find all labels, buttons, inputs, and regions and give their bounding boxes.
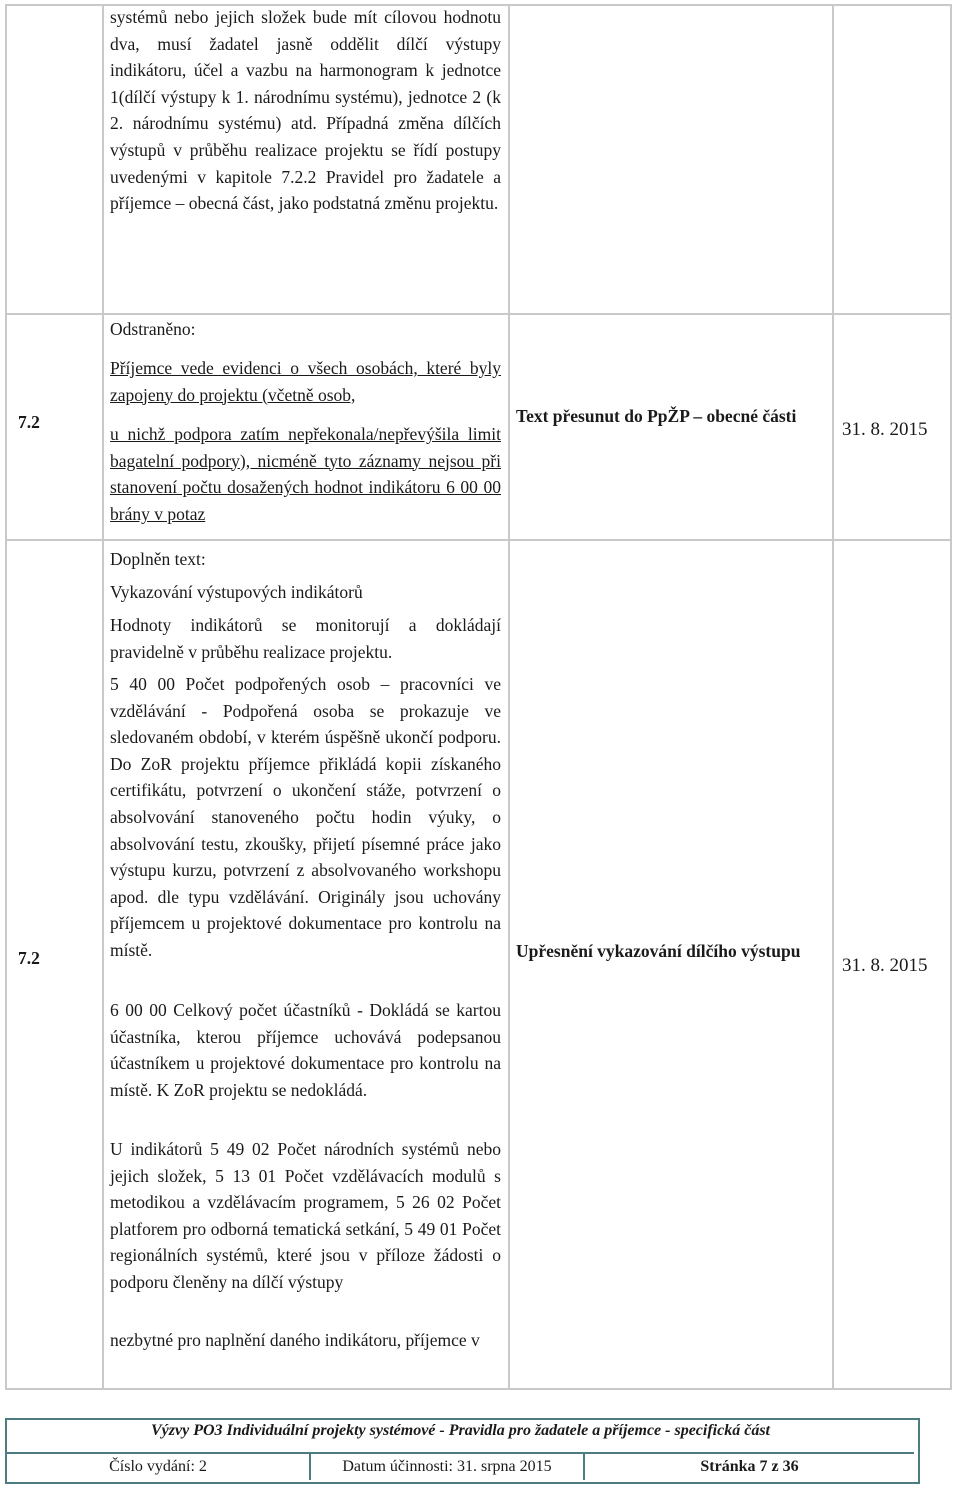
row3-heading: Vykazování výstupových indikátorů (110, 582, 363, 602)
row1-text: systémů nebo jejich složek bude mít cílovou hodnotu dva, musí žadatel jasně oddělit dílčí výstupy indikátoru, účel a vazbu na harmonogram k jednotce 1(dílčí výstupy k 1. národnímu systému), jednotce 2 (k 2. národnímu systému) atd. Případná změna dílčích výstupů v průběhu realizace projektu se řídí postupy uvedenými v kapitole 7.2.2 Pravidel pro žadatele a příjemce – obecná část, jako podstatná změnu projektu. (110, 7, 501, 214)
row3-note: Upřesnění vykazování dílčího výstupu (516, 941, 801, 961)
row3-label: Doplněn text: (110, 549, 206, 569)
row-divider (5, 313, 952, 315)
page-number: Stránka 7 z 36 (700, 1458, 799, 1475)
column-divider (102, 4, 104, 1390)
row2-paragraph-1: Příjemce vede evidenci o všech osobách, které byly zapojeny do projektu (včetně osob, (110, 358, 501, 405)
row3-date: 31. 8. 2015 (842, 955, 928, 976)
row3-paragraph-3: 6 00 00 Celkový počet účastníků - Dokládá se kartou účastníka, kterou příjemce uchovává podepsanou účastníkem u projektové dokumentace pro kontrolu na místě. K ZoR projektu se nedokládá. (110, 1000, 501, 1100)
row2-date: 31. 8. 2015 (842, 419, 928, 440)
effective-date: Datum účinnosti: 31. srpna 2015 (342, 1458, 552, 1475)
row3-paragraph-2: 5 40 00 Počet podpořených osob – pracovníci ve vzdělávání - Podpořená osoba se prokazuje ve sledovaném období, v kterém úspěšně ukončí podporu. Do ZoR projektu příjemce přikládá kopii získaného certifikátu, potvrzení o ukončení stáže, potvrzení o absolvování stanoveného počtu hodin výuky, o absolvování testu, zkoušky, přijetí písemné práce jako výstupu kurzu, potvrzení z absolvovaného workshopu apod. dle typu vzdělávání. Originály jsou uchovány příjemcem u projektové dokumentace pro kontrolu na místě. (110, 674, 501, 960)
row3-paragraph-4: U indikátorů 5 49 02 Počet národních systémů nebo jejich složek, 5 13 01 Počet vzdělávacích modulů s metodikou a vzdělávacím programem, 5 26 02 Počet platforem pro odborná tematická setkání, 5 49 01 Počet regionálních systémů, které jsou v příloze žádosti o podporu členěny na dílčí výstupy (110, 1139, 501, 1292)
row2-note: Text přesunut do PpŽP – obecné části (516, 406, 797, 426)
footer-info-row (7, 1452, 914, 1480)
page-footer (5, 1418, 918, 1482)
row2-label: Odstraněno: (110, 319, 196, 339)
row2-section: 7.2 (18, 412, 40, 432)
row3-paragraph-1: Hodnoty indikátorů se monitorují a dokládají pravidelně v průběhu realizace projektu. (110, 615, 501, 662)
changes-table (5, 4, 952, 1390)
row3-paragraph-5: nezbytné pro naplnění daného indikátoru, příjemce v (110, 1330, 480, 1350)
footer-title: Výzvy PO3 Individuální projekty systémové - Pravidla pro žadatele a příjemce - specifická část (151, 1422, 770, 1439)
column-divider (832, 4, 834, 1390)
row2-paragraph-2: u nichž podpora zatím nepřekonala/nepřevýšila limit bagatelní podpory), nicméně tyto záznamy nejsou při stanovení počtu dosažených hodnot indikátoru 6 00 00 brány v potaz (110, 424, 501, 524)
row-divider (5, 539, 952, 541)
issue-number: Číslo vydání: 2 (109, 1458, 207, 1475)
column-divider (508, 4, 510, 1390)
row3-section: 7.2 (18, 948, 40, 968)
